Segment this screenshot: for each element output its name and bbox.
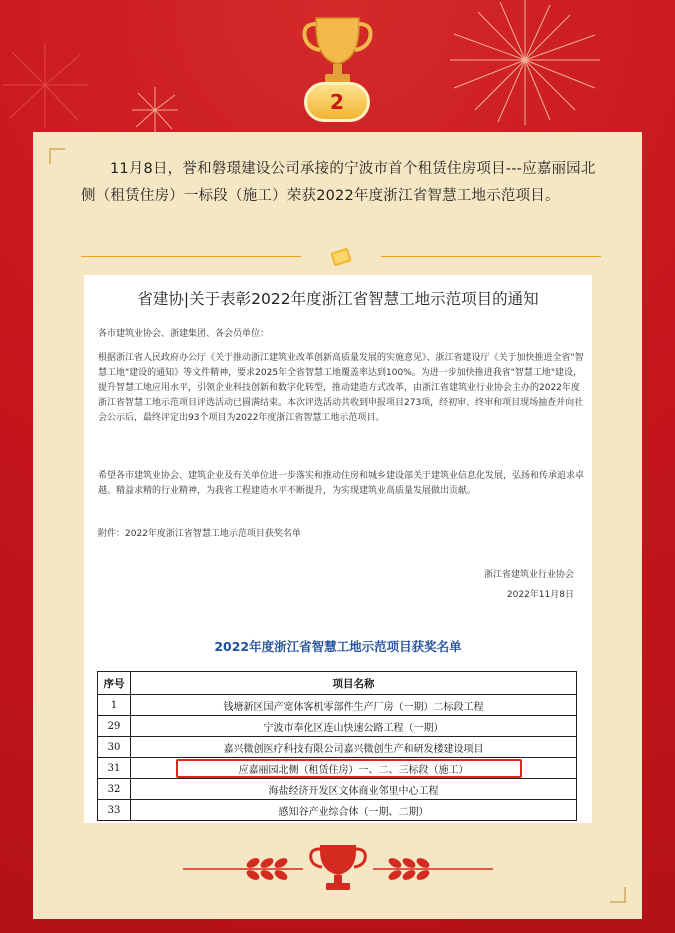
document-attachment: 附件：2022年度浙江省智慧工地示范项目获奖名单 — [98, 529, 301, 539]
table-header-row — [98, 672, 577, 695]
project-name: 海盐经济开发区文体商业邻里中心工程 — [131, 779, 577, 800]
wheat-ornament-icon — [183, 837, 493, 897]
intro-paragraph: 11月8日，誉和磐璟建设公司承接的宁波市首个租赁住房项目---应嘉丽园北侧（租赁住房）一标段（施工）荣获2022年度浙江省智慧工地示范项目。 — [81, 161, 596, 204]
project-name: 应嘉丽园北侧（租赁住房）一、二、三标段（施工） — [131, 758, 577, 779]
project-name: 宁波市奉化区连山快速公路工程（一期） — [131, 716, 577, 737]
firework-icon — [440, 0, 610, 130]
ticket-icon — [324, 247, 358, 267]
firework-icon — [0, 40, 90, 130]
project-name: 钱塘新区国产宽体客机零部件生产厂房（一期）二标段工程 — [131, 695, 577, 716]
document-salutation: 各市建筑业协会、浙建集团、各会员单位： — [98, 329, 270, 339]
award-table — [97, 671, 577, 821]
content-card — [33, 132, 642, 919]
row-number: 31 — [98, 758, 131, 779]
table-row — [98, 716, 577, 737]
document-issuer: 浙江省建筑业行业协会 — [483, 570, 574, 580]
column-header: 项目名称 — [131, 672, 577, 695]
document-date: 2022年11月8日 — [506, 590, 574, 600]
highlight-box — [176, 759, 522, 778]
column-header: 序号 — [98, 672, 131, 695]
corner-ornament — [49, 148, 65, 164]
table-row — [98, 800, 577, 821]
document-paragraph: 希望各市建筑业协会、建筑企业及有关单位进一步落实和推动住房和城乡建设部关于建筑业信息化发展，弘扬和传承追求卓越、精益求精的行业精神，为我省工程建造水平不断提升，为实现建筑业高质量发展做出贡献。 — [98, 471, 585, 496]
row-number: 30 — [98, 737, 131, 758]
corner-ornament — [610, 887, 626, 903]
table-row — [98, 737, 577, 758]
section-divider — [81, 247, 601, 267]
rank-badge: 2 — [304, 82, 370, 122]
table-row — [98, 779, 577, 800]
row-number: 33 — [98, 800, 131, 821]
notice-document — [84, 275, 592, 823]
document-title: 省建协|关于表彰2022年度浙江省智慧工地示范项目的通知 — [137, 290, 539, 308]
project-name: 嘉兴微创医疗科技有限公司嘉兴微创生产和研发楼建设项目 — [131, 737, 577, 758]
award-list-title: 2022年度浙江省智慧工地示范项目获奖名单 — [214, 639, 462, 654]
row-number: 32 — [98, 779, 131, 800]
row-number: 1 — [98, 695, 131, 716]
table-row — [98, 695, 577, 716]
row-number: 29 — [98, 716, 131, 737]
project-name: 感知谷产业综合体（一期、二期） — [131, 800, 577, 821]
firework-icon — [130, 85, 180, 135]
document-paragraph: 根据浙江省人民政府办公厅《关于推动浙江建筑业改革创新高质量发展的实施意见》、浙江省建设厅《关于加快推进全省"智慧工地"建设的通知》等文件精神，要求2025年全省智慧工地覆盖率达到100%。为进一步加快推进我省"智慧工地"建设，提升智慧工地应用水平，引领企业科技创新和数字化转型，推动建造方式改革，由浙江省建筑业行业协会主办的2022年度浙江省智慧工地示范项目评选活动已圆满结束。本次评选活动共收到申报项目273项，经初审、终审和项目现场抽查并向社会公示后，最终评定出93个项目为2022年度浙江省智慧工地示范项目。 — [98, 353, 584, 423]
